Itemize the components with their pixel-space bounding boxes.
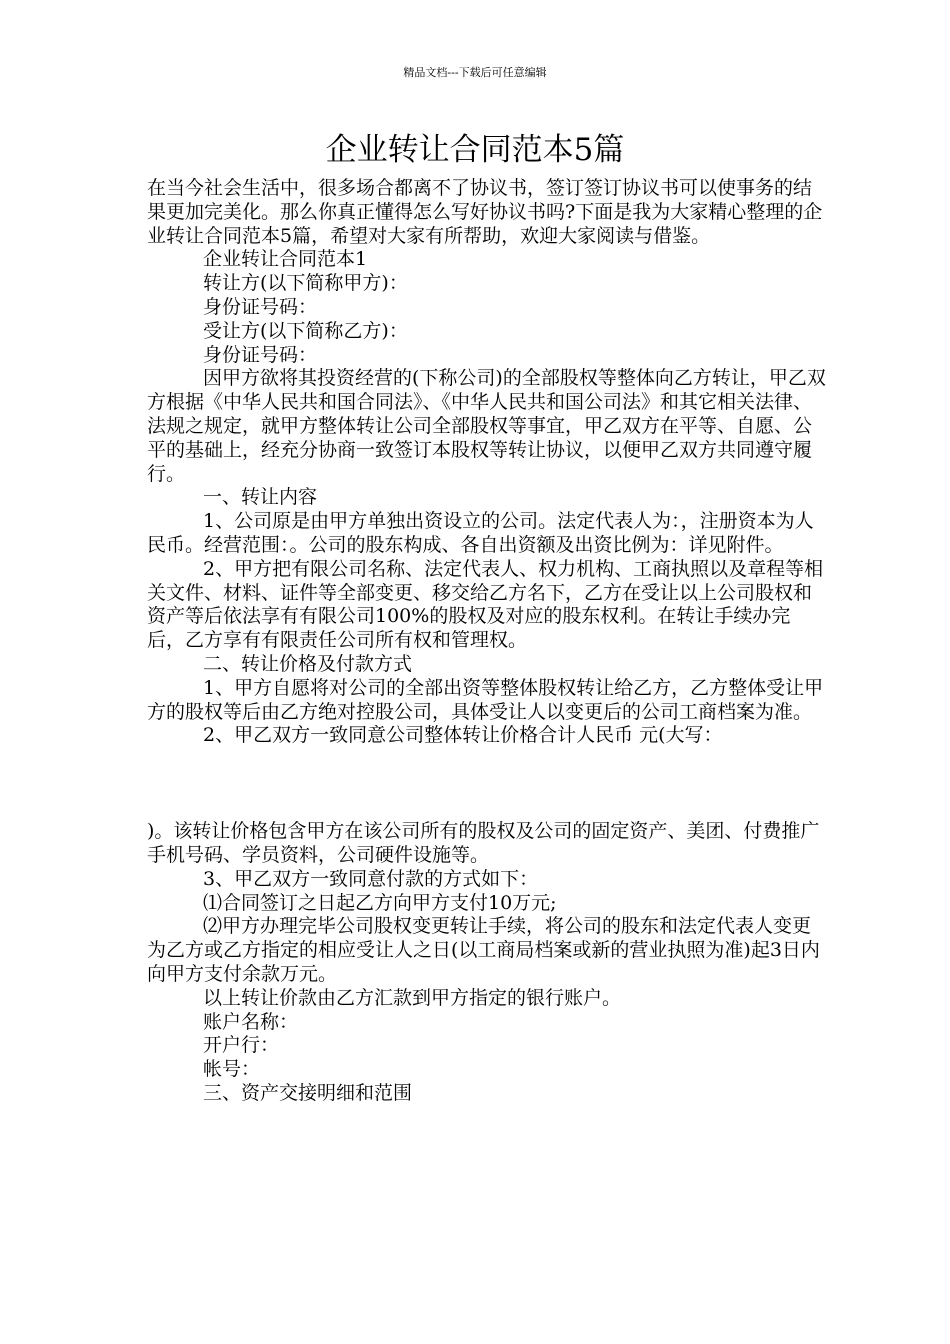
clause-heading: 三、资产交接明细和范围 bbox=[203, 1081, 413, 1104]
id-number-line: 身份证号码： bbox=[203, 295, 318, 318]
id-number-line: 身份证号码： bbox=[203, 343, 318, 366]
document-body bbox=[147, 177, 827, 1106]
transferor-line: 转让方(以下简称甲方)： bbox=[203, 272, 408, 295]
section-heading: 企业转让合同范本1 bbox=[203, 248, 368, 271]
clause-paragraph: 1、公司原是由甲方单独出资设立的公司。法定代表人为：，注册资本为人民币。经营范围：。公司的股东构成、各自出资额及出资比例为：详见附件。 bbox=[147, 510, 814, 556]
document-title: 企业转让合同范本5篇 bbox=[325, 132, 625, 168]
clause-paragraph: 1、甲方自愿将对公司的全部出资等整体股权转让给乙方，乙方整体受让甲方的股权等后由乙方绝对控股公司，具体受让人以变更后的公司工商档案为准。 bbox=[147, 676, 824, 723]
payment-item: ⑴合同签订之日起乙方向甲方支付10万元; bbox=[203, 891, 557, 914]
blank-gap bbox=[147, 748, 827, 820]
bank-line: 开户行： bbox=[203, 1034, 280, 1057]
transferee-line: 受让方(以下简称乙方)： bbox=[203, 319, 408, 342]
account-number-line: 帐号： bbox=[203, 1058, 261, 1081]
account-name-line: 账户名称： bbox=[203, 1010, 299, 1033]
payment-item: ⑵甲方办理完毕公司股权变更转让手续，将公司的股东和法定代表人变更为乙方或乙方指定的相应受让人之日(以工商局档案或新的营业执照为准)起3日内向甲方支付余款万元。 bbox=[147, 915, 820, 985]
intro-paragraph: 在当今社会生活中，很多场合都离不了协议书，签订签订协议书可以使事务的结果更加完美化。那么你真正懂得怎么写好协议书吗?下面是我为大家精心整理的企业转让合同范本5篇，希望对大家有所帮助，欢迎大家阅读与借鉴。 bbox=[147, 177, 823, 247]
clause-heading: 二、转让价格及付款方式 bbox=[203, 652, 413, 675]
clause-paragraph: 2、甲方把有限公司名称、法定代表人、权力机构、工商执照以及章程等相关文件、材料、证件等全部变更、移交给乙方名下，乙方在受让以上公司股权和资产等后依法享有有限公司100%的股权及对应的股东权利。在转让手续办完后，乙方享有有限责任公司所有权和管理权。 bbox=[147, 557, 824, 652]
clause-paragraph: 2、甲乙双方一致同意公司整体转让价格合计人民币 元(大写： bbox=[203, 724, 723, 747]
clause-paragraph: )。该转让价格包含甲方在该公司所有的股权及公司的固定资产、美团、付费推广手机号码、学员资料，公司硬件设施等。 bbox=[147, 820, 820, 866]
clause-heading: 一、转让内容 bbox=[203, 486, 318, 509]
preamble-paragraph: 因甲方欲将其投资经营的(下称公司)的全部股权等整体向乙方转让，甲乙双方根据《中华人民共和国合同法》、《中华人民共和国公司法》和其它相关法律、法规之规定，就甲方整体转让公司全部股权等事宜，甲乙双方在平等、自愿、公平的基础上，经充分协商一致签订本股权等转让协议，以便甲乙双方共同遵守履行。 bbox=[147, 367, 826, 485]
clause-paragraph: 以上转让价款由乙方汇款到甲方指定的银行账户。 bbox=[203, 986, 622, 1009]
page-header: 精品文档---下载后可任意编辑 bbox=[403, 66, 547, 79]
clause-paragraph: 3、甲乙双方一致同意付款的方式如下： bbox=[203, 867, 539, 890]
